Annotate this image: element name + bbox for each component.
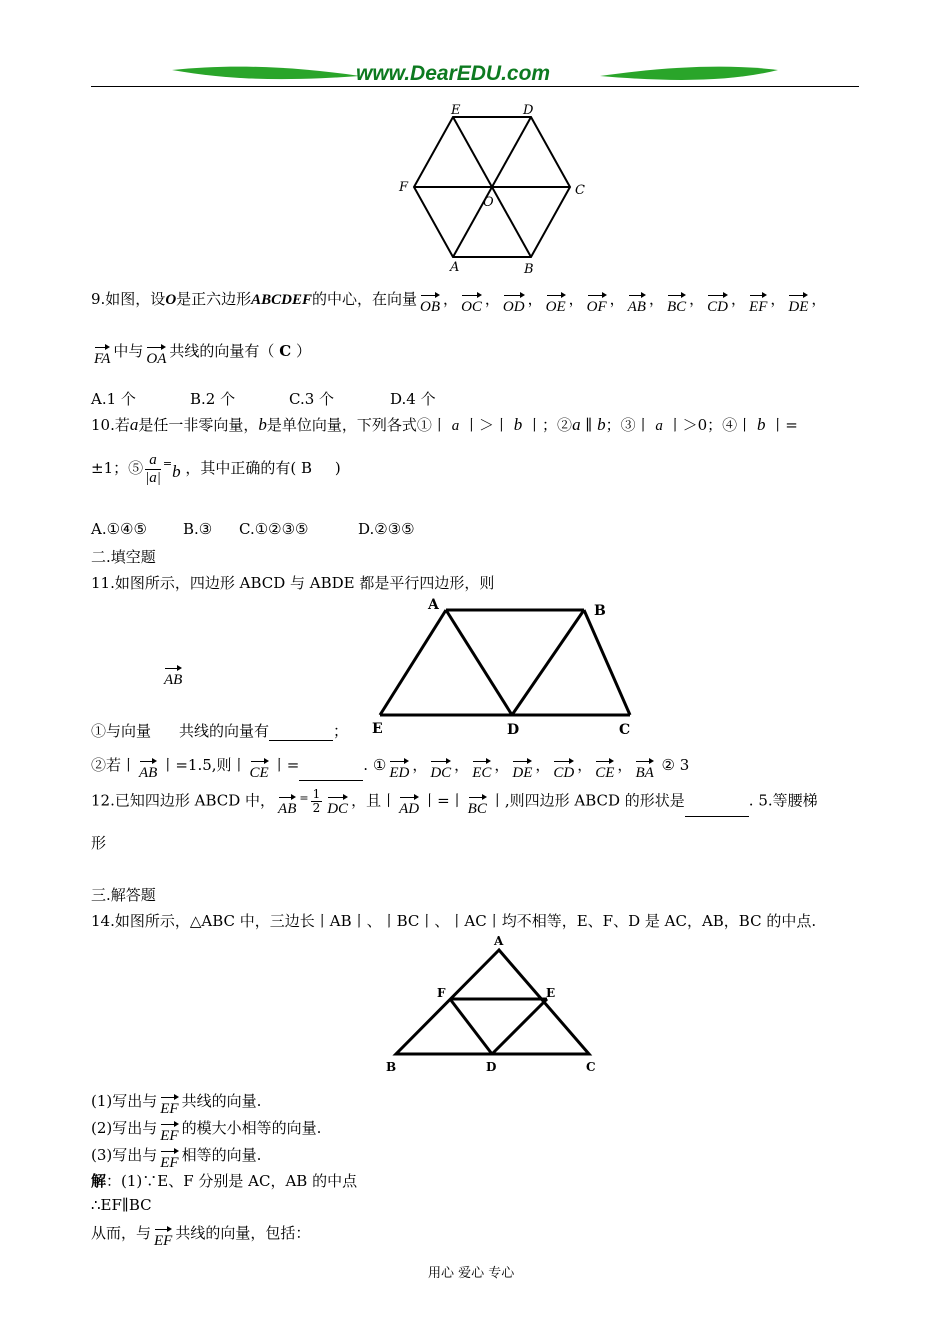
tri-label-d: D	[486, 1060, 497, 1074]
q11-intro: 11.如图所示，四边形 ABCD 与 ABDE 都是平行四边形，则	[91, 574, 495, 592]
q10-fraction: $\frac{a}{|a|}$	[145, 452, 161, 486]
hex-label-c: C	[575, 183, 585, 198]
q9-vec-oe: OE	[546, 293, 566, 315]
q9-vec-ob: OB	[420, 293, 440, 315]
q9-answer: C	[279, 342, 292, 360]
parallelogram-figure	[370, 596, 640, 740]
q9-vec-ef: EF	[749, 293, 767, 315]
q9-line1: 9.如图，设O是正六边形ABCDEF的中心，在向量 OB ， OC ， OD ， OE ， OF ， AB ， BC ， CD ， EF ， DE ，	[91, 290, 827, 315]
hexagon-figure	[395, 100, 595, 278]
q9-vec-oc: OC	[461, 293, 482, 315]
q14-intro: 14.如图所示，△ABC 中，三边长丨AB丨、丨BC丨、丨AC丨均不相等，E、F、D 是 AC，AB，BC 的中点.	[91, 912, 817, 930]
q9-vec-oa: OA	[146, 345, 166, 367]
q9-vec-od: OD	[503, 293, 525, 315]
section-fill-in: 二.填空题	[91, 548, 156, 566]
hex-label-o: O	[483, 195, 494, 210]
para-label-a: A	[428, 597, 439, 613]
q12-wrap: 形	[91, 834, 107, 852]
q14-part2: (2)写出与 EF 的模大小相等的向量.	[91, 1119, 322, 1144]
q10-options: A.①④⑤ B.③ C.①②③⑤ D.②③⑤	[91, 520, 415, 538]
q9-options: A.1 个 B.2 个 C.3 个 D.4 个	[91, 390, 436, 408]
q11-line2: ②若丨 AB 丨=1.5,则丨 CE 丨= . ① ED ， DC ， EC ， DE ， CD ， CE ， BA ② 3	[91, 756, 690, 781]
q9-line2: FA 中与 OA 共线的向量有（ C ）	[94, 342, 311, 367]
tri-label-b: B	[386, 1060, 397, 1074]
q12-line1: 12.已知四边形 ABCD 中， AB= $\frac{1}{2}$ DC ，且丨 AD 丨=丨 BC 丨,则四边形 ABCD 的形状是 . 5.等腰梯	[91, 787, 818, 817]
q9-vec-of: OF	[587, 293, 607, 315]
tri-label-a: A	[494, 934, 504, 948]
q9-vec-de: DE	[788, 293, 808, 315]
q14-part3: (3)写出与 EF 相等的向量.	[91, 1146, 262, 1171]
q9-vec-ab: AB	[628, 293, 646, 315]
q14-part1: (1)写出与 EF 共线的向量.	[91, 1092, 262, 1117]
tri-label-f: F	[437, 986, 446, 1000]
q10-line2: ±1；⑤ $\frac{a}{|a|}$ =b ，其中正确的有( B )	[91, 452, 341, 486]
q9-vec-fa: FA	[94, 345, 110, 367]
tri-label-c: C	[586, 1060, 596, 1074]
q14-solution-line3: 从而，与 EF 共线的向量，包括：	[91, 1224, 311, 1249]
triangle-figure	[380, 932, 600, 1078]
q14-solution-line2: ∴EF∥BC	[91, 1196, 152, 1214]
q10-line1: 10.若a是任一非零向量，b是单位向量，下列各式①丨 a 丨＞丨 b 丨；②a ∥ b；③丨 a 丨＞0；④丨 b 丨=	[91, 415, 798, 434]
para-label-e: E	[372, 721, 383, 737]
header-brand: www.DearEDU.com	[356, 62, 551, 85]
q9-vec-cd: CD	[707, 293, 728, 315]
hex-label-a: A	[450, 260, 460, 275]
para-label-c: C	[619, 722, 631, 738]
page-footer: 用心 爱心 专心	[428, 1266, 515, 1281]
hex-label-e: E	[451, 103, 461, 118]
para-label-b: B	[594, 603, 606, 619]
q10-answer: B	[301, 459, 313, 477]
tri-label-e: E	[546, 986, 556, 1000]
q11-vec-ab-floating: AB	[161, 663, 185, 688]
q9-vec-bc: BC	[667, 293, 686, 315]
header-rule	[91, 86, 859, 87]
q11-line1: ①与向量 共线的向量有 ；	[91, 722, 349, 740]
hex-label-d: D	[523, 103, 534, 118]
hex-label-f: F	[399, 180, 409, 195]
para-label-d: D	[507, 722, 520, 738]
hex-label-b: B	[524, 262, 534, 277]
q14-solution-line1: 解：(1)∵E、F 分别是 AC，AB 的中点	[91, 1172, 358, 1190]
section-solutions: 三.解答题	[91, 886, 156, 904]
